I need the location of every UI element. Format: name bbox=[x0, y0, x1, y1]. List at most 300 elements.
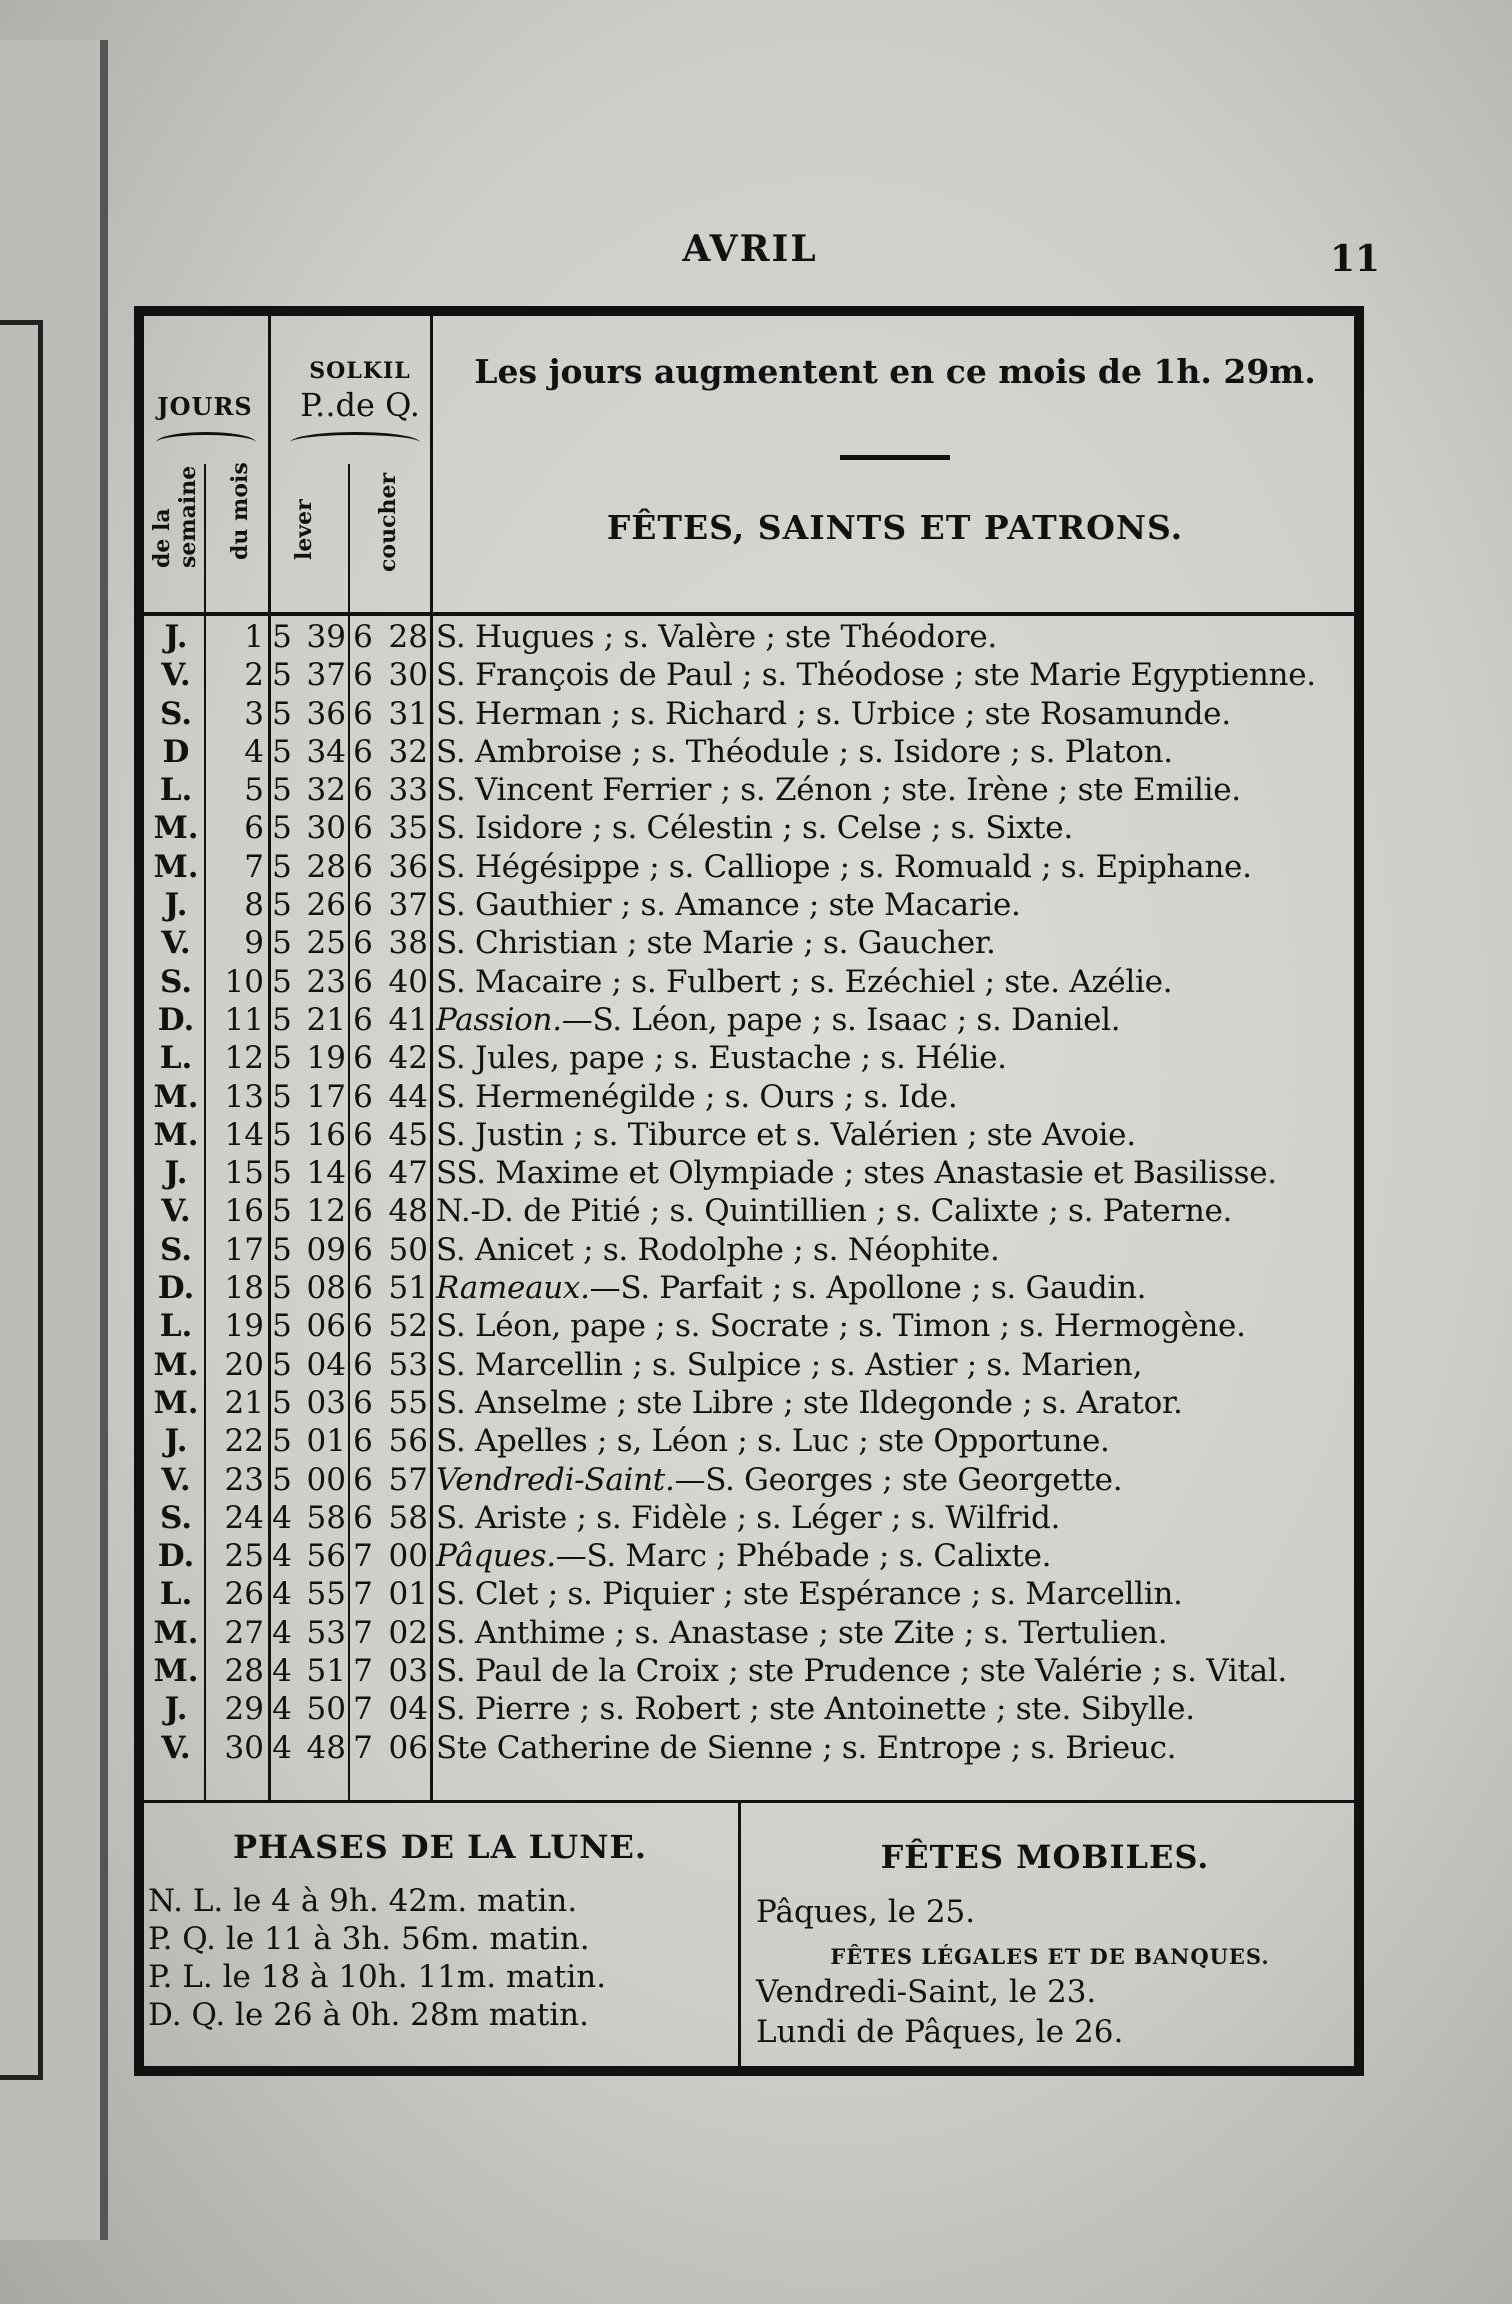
weekday-cell: L. bbox=[159, 772, 193, 809]
sunset-hour-cell: 6 bbox=[353, 1423, 373, 1460]
sunset-hour-cell: 6 bbox=[353, 695, 373, 732]
saints-cell bbox=[436, 733, 1173, 771]
pdeq-label: P..de Q. bbox=[300, 386, 420, 424]
saints-cell bbox=[436, 1461, 1122, 1499]
bottom-divider bbox=[142, 1800, 1356, 1803]
saints-cell bbox=[436, 695, 1231, 733]
weekday-cell: J. bbox=[164, 619, 188, 655]
day-cell: 27 bbox=[224, 1614, 264, 1651]
sunset-minute-cell: 38 bbox=[388, 925, 428, 962]
table-row bbox=[142, 963, 1362, 1001]
sunset-hour-cell: 6 bbox=[353, 733, 373, 770]
sunset-minute-cell: 33 bbox=[388, 772, 428, 809]
table-row bbox=[142, 1690, 1362, 1728]
saints-text: S. Gauthier ; s. Amance ; ste Macarie. bbox=[436, 887, 1021, 924]
sunset-hour-cell: 6 bbox=[353, 772, 373, 809]
saints-cell bbox=[436, 1269, 1146, 1307]
table-row bbox=[142, 1652, 1362, 1690]
table-row bbox=[142, 1422, 1362, 1460]
sunset-minute-cell: 51 bbox=[388, 1270, 428, 1307]
saints-text: S. Paul de la Croix ; ste Prudence ; ste Valérie ; s. Vital. bbox=[436, 1653, 1287, 1690]
sunrise-minute-cell: 06 bbox=[306, 1308, 346, 1345]
saints-cell bbox=[436, 1652, 1287, 1690]
weekday-cell: J. bbox=[164, 887, 188, 924]
facing-page-frame bbox=[0, 320, 43, 2080]
table-row bbox=[142, 1269, 1362, 1307]
weekday-cell: J. bbox=[164, 1691, 188, 1728]
sunset-minute-cell: 47 bbox=[388, 1155, 428, 1192]
sunrise-hour-cell: 5 bbox=[272, 887, 292, 924]
weekday-cell: V. bbox=[161, 1461, 191, 1498]
saints-cell bbox=[436, 771, 1241, 809]
table-row bbox=[142, 1154, 1362, 1192]
feast-name: Passion. bbox=[436, 1001, 562, 1038]
sunset-hour-cell: 7 bbox=[353, 1729, 373, 1766]
saints-cell bbox=[436, 1690, 1195, 1728]
sunrise-minute-cell: 08 bbox=[306, 1270, 346, 1307]
weekday-cell: M. bbox=[153, 1653, 199, 1690]
sunset-minute-cell: 41 bbox=[388, 1001, 428, 1038]
saints-text: —S. Parfait ; s. Apollone ; s. Gaudin. bbox=[589, 1270, 1147, 1307]
sunset-hour-cell: 6 bbox=[353, 963, 373, 1000]
day-cell: 19 bbox=[224, 1308, 264, 1345]
table-row bbox=[142, 1001, 1362, 1039]
sunrise-minute-cell: 34 bbox=[306, 733, 346, 770]
sunset-minute-cell: 48 bbox=[388, 1193, 428, 1230]
weekday-cell: L. bbox=[159, 1576, 193, 1613]
day-cell: 23 bbox=[224, 1461, 264, 1498]
table-row bbox=[142, 695, 1362, 733]
sunrise-hour-cell: 4 bbox=[272, 1538, 292, 1575]
day-cell: 15 bbox=[224, 1155, 264, 1192]
day-cell: 21 bbox=[224, 1384, 264, 1421]
day-cell: 20 bbox=[224, 1346, 264, 1383]
weekday-cell: V. bbox=[161, 925, 191, 962]
saints-text: S. Isidore ; s. Célestin ; s. Celse ; s. Sixte. bbox=[436, 810, 1073, 847]
saints-text: S. Hermenégilde ; s. Ours ; s. Ide. bbox=[436, 1078, 958, 1115]
sunset-hour-cell: 6 bbox=[353, 887, 373, 924]
saints-text: S. Ambroise ; s. Théodule ; s. Isidore ; s. Platon. bbox=[436, 733, 1173, 770]
saints-text: S. Apelles ; s, Léon ; s. Luc ; ste Opportune. bbox=[436, 1423, 1110, 1460]
weekday-cell: S. bbox=[159, 1499, 193, 1536]
mobiles-title: FÊTES MOBILES. bbox=[880, 1838, 1210, 1876]
sunset-minute-cell: 42 bbox=[388, 1040, 428, 1077]
table-row bbox=[142, 886, 1362, 924]
sunrise-hour-cell: 5 bbox=[272, 1231, 292, 1268]
table-row bbox=[142, 809, 1362, 847]
day-cell: 30 bbox=[224, 1729, 264, 1766]
table-row bbox=[142, 771, 1362, 809]
sunrise-hour-cell: 5 bbox=[272, 1346, 292, 1383]
saints-cell bbox=[436, 1346, 1142, 1384]
sunset-minute-cell: 01 bbox=[388, 1576, 428, 1613]
sunrise-minute-cell: 21 bbox=[306, 1001, 346, 1038]
sunrise-hour-cell: 4 bbox=[272, 1691, 292, 1728]
day-cell: 4 bbox=[244, 733, 264, 770]
saints-cell bbox=[436, 1001, 1120, 1039]
sunrise-minute-cell: 28 bbox=[306, 848, 346, 885]
saints-cell bbox=[436, 1116, 1136, 1154]
saints-text: S. Ariste ; s. Fidèle ; s. Léger ; s. Wilfrid. bbox=[436, 1499, 1061, 1536]
sunset-minute-cell: 56 bbox=[388, 1423, 428, 1460]
jours-label: JOURS bbox=[157, 392, 253, 421]
saints-cell bbox=[436, 1039, 1007, 1077]
column-label-coucher: coucher bbox=[375, 472, 401, 572]
day-cell: 6 bbox=[244, 810, 264, 847]
sunrise-hour-cell: 5 bbox=[272, 1155, 292, 1192]
weekday-cell: S. bbox=[159, 695, 193, 732]
saints-text: —S. Léon, pape ; s. Isaac ; s. Daniel. bbox=[561, 1001, 1121, 1038]
sunrise-hour-cell: 5 bbox=[272, 810, 292, 847]
saints-text: S. Marcellin ; s. Sulpice ; s. Astier ; s. Marien, bbox=[436, 1346, 1143, 1383]
sunset-hour-cell: 6 bbox=[353, 657, 373, 694]
feast-name: Rameaux. bbox=[436, 1270, 590, 1307]
saints-text: S. Vincent Ferrier ; s. Zénon ; ste. Irène ; ste Emilie. bbox=[436, 772, 1241, 809]
day-cell: 10 bbox=[224, 963, 264, 1000]
sunrise-hour-cell: 5 bbox=[272, 963, 292, 1000]
sunrise-hour-cell: 4 bbox=[272, 1576, 292, 1613]
saints-text: S. Hégésippe ; s. Calliope ; s. Romuald ; s. Epiphane. bbox=[436, 848, 1252, 885]
sunrise-minute-cell: 36 bbox=[306, 695, 346, 732]
table-row bbox=[142, 1116, 1362, 1154]
day-cell: 11 bbox=[224, 1001, 264, 1038]
sunset-minute-cell: 03 bbox=[388, 1653, 428, 1690]
day-cell: 9 bbox=[244, 925, 264, 962]
sunrise-hour-cell: 5 bbox=[272, 1461, 292, 1498]
legale-item: Vendredi-Saint, le 23. bbox=[756, 1974, 1097, 2010]
sunset-hour-cell: 6 bbox=[353, 1346, 373, 1383]
saints-text: —S. Marc ; Phébade ; s. Calixte. bbox=[555, 1538, 1052, 1575]
sunrise-hour-cell: 5 bbox=[272, 1308, 292, 1345]
sunrise-minute-cell: 14 bbox=[306, 1155, 346, 1192]
day-cell: 7 bbox=[244, 848, 264, 885]
jours-brace bbox=[156, 432, 256, 453]
weekday-cell: M. bbox=[153, 1614, 199, 1651]
table-row bbox=[142, 1614, 1362, 1652]
sunset-hour-cell: 7 bbox=[353, 1576, 373, 1613]
sunrise-hour-cell: 5 bbox=[272, 1423, 292, 1460]
sunset-hour-cell: 7 bbox=[353, 1614, 373, 1651]
saints-cell bbox=[436, 1078, 957, 1116]
table-row bbox=[142, 1192, 1362, 1230]
sunrise-hour-cell: 4 bbox=[272, 1653, 292, 1690]
saints-text: —S. Georges ; ste Georgette. bbox=[674, 1461, 1123, 1498]
column-label-semaine-line1: de la bbox=[149, 508, 175, 568]
day-cell: 24 bbox=[224, 1499, 264, 1536]
weekday-cell: M. bbox=[153, 810, 199, 847]
sunset-hour-cell: 6 bbox=[353, 1001, 373, 1038]
day-cell: 26 bbox=[224, 1576, 264, 1613]
saints-cell bbox=[436, 618, 997, 656]
day-cell: 18 bbox=[224, 1270, 264, 1307]
weekday-cell: J. bbox=[164, 1155, 188, 1192]
paques-date: Pâques, le 25. bbox=[756, 1894, 976, 1930]
sunset-minute-cell: 32 bbox=[388, 733, 428, 770]
sunset-minute-cell: 02 bbox=[388, 1614, 428, 1651]
sunset-minute-cell: 53 bbox=[388, 1346, 428, 1383]
sunrise-minute-cell: 56 bbox=[306, 1538, 346, 1575]
weekday-cell: M. bbox=[153, 1346, 199, 1383]
day-cell: 2 bbox=[244, 657, 264, 694]
sunset-hour-cell: 6 bbox=[353, 1499, 373, 1536]
sunrise-hour-cell: 5 bbox=[272, 695, 292, 732]
column-label-semaine-line2: semaine bbox=[175, 465, 201, 568]
sunrise-hour-cell: 5 bbox=[272, 848, 292, 885]
table-row bbox=[142, 924, 1362, 962]
saints-text: S. Herman ; s. Richard ; s. Urbice ; ste Rosamunde. bbox=[436, 695, 1231, 732]
day-cell: 14 bbox=[224, 1116, 264, 1153]
table-row bbox=[142, 618, 1362, 656]
sunrise-hour-cell: 5 bbox=[272, 733, 292, 770]
sunset-hour-cell: 7 bbox=[353, 1538, 373, 1575]
weekday-cell: L. bbox=[159, 1040, 193, 1077]
sunrise-minute-cell: 37 bbox=[306, 657, 346, 694]
sunset-minute-cell: 40 bbox=[388, 963, 428, 1000]
sunset-hour-cell: 6 bbox=[353, 810, 373, 847]
day-cell: 17 bbox=[224, 1231, 264, 1268]
sunset-hour-cell: 6 bbox=[353, 619, 373, 655]
weekday-cell: S. bbox=[159, 963, 193, 1000]
day-cell: 28 bbox=[224, 1653, 264, 1690]
saints-text: S. Anthime ; s. Anastase ; ste Zite ; s. Tertulien. bbox=[436, 1614, 1168, 1651]
sunrise-minute-cell: 03 bbox=[306, 1384, 346, 1421]
sunset-minute-cell: 55 bbox=[388, 1384, 428, 1421]
saints-text: S. François de Paul ; s. Théodose ; ste Marie Egyptienne. bbox=[436, 657, 1316, 694]
legale-item: Lundi de Pâques, le 26. bbox=[756, 2014, 1124, 2050]
table-row bbox=[142, 1575, 1362, 1613]
weekday-cell: V. bbox=[161, 1729, 191, 1766]
phases-list bbox=[148, 1882, 606, 2034]
phases-title: PHASES DE LA LUNE. bbox=[232, 1828, 648, 1866]
sunset-hour-cell: 6 bbox=[353, 1270, 373, 1307]
sunset-hour-cell: 6 bbox=[353, 1231, 373, 1268]
sunrise-minute-cell: 48 bbox=[306, 1729, 346, 1766]
sunset-hour-cell: 6 bbox=[353, 925, 373, 962]
saints-text: S. Anselme ; ste Libre ; ste Ildegonde ; s. Arator. bbox=[436, 1384, 1183, 1421]
sunset-hour-cell: 7 bbox=[353, 1691, 373, 1728]
saints-text: S. Jules, pape ; s. Eustache ; s. Hélie. bbox=[436, 1040, 1007, 1077]
sunrise-hour-cell: 5 bbox=[272, 1040, 292, 1077]
saints-text: S. Pierre ; s. Robert ; ste Antoinette ; ste. Sibylle. bbox=[436, 1691, 1195, 1728]
table-row bbox=[142, 1729, 1362, 1767]
sunset-hour-cell: 6 bbox=[353, 1155, 373, 1192]
sunrise-hour-cell: 5 bbox=[272, 1001, 292, 1038]
weekday-cell: D. bbox=[157, 1538, 195, 1575]
sunrise-hour-cell: 4 bbox=[272, 1729, 292, 1766]
saints-cell bbox=[436, 809, 1073, 847]
solkil-brace bbox=[290, 432, 420, 453]
saints-cell bbox=[436, 1384, 1183, 1422]
saints-text: Ste Catherine de Sienne ; s. Entrope ; s. Brieuc. bbox=[436, 1729, 1177, 1766]
saints-cell bbox=[436, 1499, 1060, 1537]
sunrise-hour-cell: 5 bbox=[272, 1193, 292, 1230]
phase-item: D. Q. le 26 à 0h. 28m matin. bbox=[148, 1997, 589, 2033]
sunset-hour-cell: 6 bbox=[353, 1040, 373, 1077]
sunrise-hour-cell: 5 bbox=[272, 772, 292, 809]
phase-item: P. Q. le 11 à 3h. 56m. matin. bbox=[148, 1921, 590, 1957]
sunrise-minute-cell: 32 bbox=[306, 772, 346, 809]
weekday-cell: L. bbox=[159, 1308, 193, 1345]
saints-text: S. Léon, pape ; s. Socrate ; s. Timon ; s. Hermogène. bbox=[436, 1308, 1246, 1345]
sunrise-hour-cell: 4 bbox=[272, 1614, 292, 1651]
saints-cell bbox=[436, 1192, 1232, 1230]
table-row bbox=[142, 733, 1362, 771]
sunrise-minute-cell: 19 bbox=[306, 1040, 346, 1077]
sunset-minute-cell: 37 bbox=[388, 887, 428, 924]
saints-cell bbox=[436, 886, 1021, 924]
table-row bbox=[142, 1499, 1362, 1537]
weekday-cell: V. bbox=[161, 657, 191, 694]
saints-cell bbox=[436, 1614, 1167, 1652]
sunrise-minute-cell: 53 bbox=[306, 1614, 346, 1651]
sunrise-minute-cell: 26 bbox=[306, 887, 346, 924]
sunrise-minute-cell: 04 bbox=[306, 1346, 346, 1383]
weekday-cell: M. bbox=[153, 1384, 199, 1421]
weekday-cell: V. bbox=[161, 1193, 191, 1230]
sunrise-minute-cell: 55 bbox=[306, 1576, 346, 1613]
day-cell: 16 bbox=[224, 1193, 264, 1230]
saints-text: S. Hugues ; s. Valère ; ste Théodore. bbox=[436, 619, 997, 655]
table-row bbox=[142, 1537, 1362, 1575]
saints-text: S. Anicet ; s. Rodolphe ; s. Néophite. bbox=[436, 1231, 1000, 1268]
saints-cell bbox=[436, 924, 996, 962]
table-row bbox=[142, 1384, 1362, 1422]
table-row bbox=[142, 1461, 1362, 1499]
sunrise-hour-cell: 5 bbox=[272, 619, 292, 655]
sunrise-minute-cell: 23 bbox=[306, 963, 346, 1000]
header-divider bbox=[142, 612, 1356, 616]
saints-cell bbox=[436, 963, 1172, 1001]
sunset-minute-cell: 04 bbox=[388, 1691, 428, 1728]
day-cell: 22 bbox=[224, 1423, 264, 1460]
saints-text: SS. Maxime et Olympiade ; stes Anastasie et Basilisse. bbox=[436, 1155, 1277, 1192]
sunset-hour-cell: 6 bbox=[353, 1193, 373, 1230]
fetes-heading: FÊTES, SAINTS ET PATRONS. bbox=[606, 508, 1184, 547]
sunrise-minute-cell: 51 bbox=[306, 1653, 346, 1690]
day-cell: 5 bbox=[244, 772, 264, 809]
sunset-minute-cell: 30 bbox=[388, 657, 428, 694]
saints-cell bbox=[436, 1575, 1183, 1613]
sunrise-minute-cell: 16 bbox=[306, 1116, 346, 1153]
sunrise-hour-cell: 4 bbox=[272, 1499, 292, 1536]
day-cell: 8 bbox=[244, 887, 264, 924]
day-cell: 25 bbox=[224, 1538, 264, 1575]
saints-text: S. Justin ; s. Tiburce et s. Valérien ; ste Avoie. bbox=[436, 1116, 1136, 1153]
page-number: 11 bbox=[1330, 238, 1381, 280]
weekday-cell: D. bbox=[157, 1001, 195, 1038]
saints-cell bbox=[436, 1729, 1176, 1767]
day-cell: 29 bbox=[224, 1691, 264, 1728]
sunrise-minute-cell: 58 bbox=[306, 1499, 346, 1536]
sunrise-minute-cell: 17 bbox=[306, 1078, 346, 1115]
weekday-cell: M. bbox=[153, 1078, 199, 1115]
column-label-mois: du mois bbox=[227, 462, 253, 560]
sunset-minute-cell: 58 bbox=[388, 1499, 428, 1536]
sunrise-minute-cell: 25 bbox=[306, 925, 346, 962]
sunset-minute-cell: 36 bbox=[388, 848, 428, 885]
page-title: AVRIL bbox=[682, 228, 818, 270]
sunrise-minute-cell: 50 bbox=[306, 1691, 346, 1728]
sunset-hour-cell: 6 bbox=[353, 1461, 373, 1498]
sunrise-minute-cell: 12 bbox=[306, 1193, 346, 1230]
table-row bbox=[142, 1307, 1362, 1345]
saints-cell bbox=[436, 1154, 1277, 1192]
sunrise-hour-cell: 5 bbox=[272, 657, 292, 694]
header-rule bbox=[840, 455, 950, 460]
sunrise-minute-cell: 00 bbox=[306, 1461, 346, 1498]
solkil-label: SOLKIL bbox=[309, 358, 411, 384]
weekday-cell: D. bbox=[157, 1270, 195, 1307]
sunrise-hour-cell: 5 bbox=[272, 1270, 292, 1307]
sunset-minute-cell: 00 bbox=[388, 1538, 428, 1575]
saints-text: S. Macaire ; s. Fulbert ; s. Ezéchiel ; ste. Azélie. bbox=[436, 963, 1173, 1000]
day-cell: 12 bbox=[224, 1040, 264, 1077]
saints-cell bbox=[436, 848, 1252, 886]
saints-text: S. Clet ; s. Piquier ; ste Espérance ; s. Marcellin. bbox=[436, 1576, 1183, 1613]
sunrise-minute-cell: 01 bbox=[306, 1423, 346, 1460]
weekday-cell: M. bbox=[153, 848, 199, 885]
saints-cell bbox=[436, 656, 1316, 694]
legales-title: FÊTES LÉGALES ET DE BANQUES. bbox=[830, 1944, 1270, 1969]
sunrise-hour-cell: 5 bbox=[272, 925, 292, 962]
sunrise-hour-cell: 5 bbox=[272, 1116, 292, 1153]
legales-list bbox=[756, 1972, 1123, 2052]
table-row bbox=[142, 656, 1362, 694]
weekday-cell: S. bbox=[159, 1231, 193, 1268]
sunset-minute-cell: 57 bbox=[388, 1461, 428, 1498]
sunset-minute-cell: 06 bbox=[388, 1729, 428, 1766]
saints-text: S. Christian ; ste Marie ; s. Gaucher. bbox=[436, 925, 996, 962]
sunset-hour-cell: 6 bbox=[353, 1308, 373, 1345]
day-cell: 1 bbox=[244, 619, 264, 655]
weekday-cell: D bbox=[162, 733, 190, 770]
saints-cell bbox=[436, 1422, 1110, 1460]
weekday-cell: J. bbox=[164, 1423, 188, 1460]
table-row bbox=[142, 1078, 1362, 1116]
sunset-minute-cell: 31 bbox=[388, 695, 428, 732]
saints-text: N.-D. de Pitié ; s. Quintillien ; s. Calixte ; s. Paterne. bbox=[436, 1193, 1233, 1230]
sunset-minute-cell: 35 bbox=[388, 810, 428, 847]
saints-cell bbox=[436, 1307, 1246, 1345]
saints-cell bbox=[436, 1231, 1000, 1269]
month-note: Les jours augmentent en ce mois de 1h. 29m. bbox=[474, 352, 1316, 391]
sunset-hour-cell: 6 bbox=[353, 1116, 373, 1153]
sunset-minute-cell: 44 bbox=[388, 1078, 428, 1115]
calendar-rows bbox=[142, 618, 1362, 1767]
sunrise-minute-cell: 30 bbox=[306, 810, 346, 847]
sunset-hour-cell: 7 bbox=[353, 1653, 373, 1690]
saints-cell bbox=[436, 1537, 1051, 1575]
phase-item: N. L. le 4 à 9h. 42m. matin. bbox=[148, 1883, 578, 1919]
sunrise-minute-cell: 39 bbox=[306, 619, 346, 655]
column-label-lever: lever bbox=[291, 499, 317, 560]
table-row bbox=[142, 848, 1362, 886]
sunset-minute-cell: 45 bbox=[388, 1116, 428, 1153]
table-row bbox=[142, 1346, 1362, 1384]
sunset-hour-cell: 6 bbox=[353, 1078, 373, 1115]
sunrise-hour-cell: 5 bbox=[272, 1384, 292, 1421]
table-row bbox=[142, 1039, 1362, 1077]
day-cell: 13 bbox=[224, 1078, 264, 1115]
feast-name: Vendredi-Saint. bbox=[436, 1461, 675, 1498]
phase-item: P. L. le 18 à 10h. 11m. matin. bbox=[148, 1959, 607, 1995]
sunset-minute-cell: 28 bbox=[388, 619, 428, 655]
sunset-minute-cell: 52 bbox=[388, 1308, 428, 1345]
sunset-minute-cell: 50 bbox=[388, 1231, 428, 1268]
table-row bbox=[142, 1231, 1362, 1269]
sunrise-hour-cell: 5 bbox=[272, 1078, 292, 1115]
bottom-column-divider bbox=[738, 1803, 741, 2068]
